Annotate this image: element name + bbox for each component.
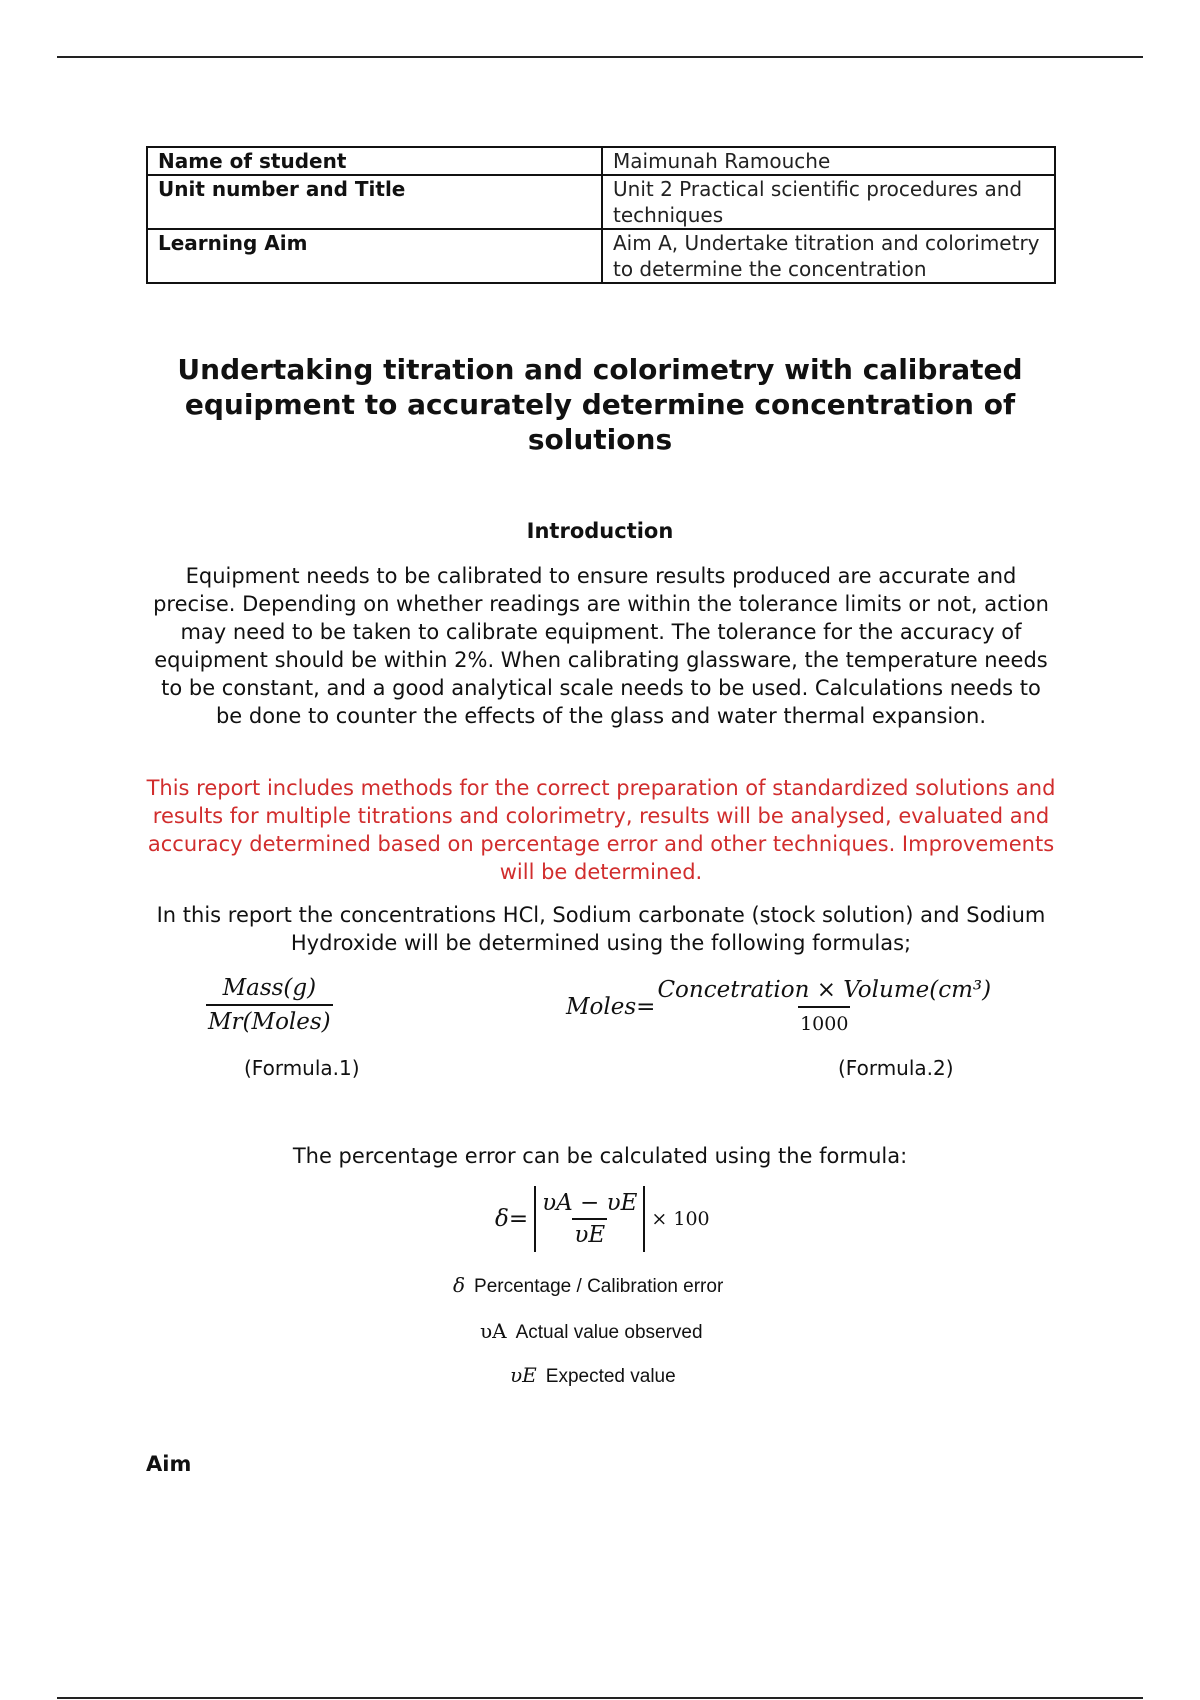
student-name-value: Maimunah Ramouche xyxy=(602,147,1055,175)
bottom-rule xyxy=(57,1697,1143,1699)
formula-2-numerator: Concetration × Volume(cm³) xyxy=(657,977,992,1003)
formula-1-numerator: Mass(g) xyxy=(222,975,317,1001)
table-row xyxy=(147,229,1055,283)
page-title: Undertaking titration and colorimetry with calibrated equipment to accurately determine concentration of solutions xyxy=(177,353,1023,456)
intro-paragraph-formulas: In this report the concentrations HCl, Sodium carbonate (stock solution) and Sodium Hydroxide will be determined using the following formulas; xyxy=(156,903,1046,955)
formula-2-lhs: Moles= xyxy=(566,994,656,1020)
percentage-error-numerator: υA − υE xyxy=(542,1190,638,1216)
top-rule xyxy=(57,56,1143,58)
delta-symbol: δ xyxy=(453,1273,466,1297)
table-row xyxy=(147,175,1055,229)
unit-value: Unit 2 Practical scientific procedures and techniques xyxy=(602,175,1055,229)
unit-label: Unit number and Title xyxy=(147,175,602,229)
legend-text: Expected value xyxy=(545,1366,676,1387)
formula-2 xyxy=(566,974,993,1040)
student-name-label: Name of student xyxy=(147,147,602,175)
aim-heading: Aim xyxy=(146,1452,192,1476)
legend-item xyxy=(453,1273,723,1298)
percentage-error-intro: The percentage error can be calculated using the formula: xyxy=(292,1144,908,1168)
intro-paragraph-calibration: Equipment needs to be calibrated to ensure results produced are accurate and precise. Depending on whether readings are within the tolerance limits or not, action may need to be taken to calibrate equipment. The tolerance for the accuracy of equipment should be within 2%. When calibrating glassware, the temperature needs to be constant, and a good analytical scale needs to be used. Calculations needs to be done to counter the effects of the glass and water thermal expansion. xyxy=(153,564,1049,728)
actual-value-symbol: υA xyxy=(480,1319,507,1343)
formula-1-denominator: Mr(Moles) xyxy=(206,1004,333,1038)
learning-aim-label: Learning Aim xyxy=(147,229,602,283)
intro-paragraph-report-scope: This report includes methods for the correct preparation of standardized solutions and results for multiple titrations and colorimetry, results will be analysed, evaluated and accuracy determined based on percentage error and other techniques. Improvements will be determined. xyxy=(146,776,1056,884)
legend-item xyxy=(510,1363,676,1388)
formula-1-caption: (Formula.1) xyxy=(244,1056,360,1080)
student-info-table xyxy=(146,146,1056,284)
legend-text: Actual value observed xyxy=(515,1322,703,1343)
legend-item xyxy=(480,1319,703,1344)
percentage-error-multiplier: × 100 xyxy=(651,1208,710,1230)
formula-2-caption: (Formula.2) xyxy=(838,1056,954,1080)
absolute-value-bars xyxy=(534,1186,645,1252)
formula-1 xyxy=(206,972,333,1038)
introduction-heading: Introduction xyxy=(526,519,674,543)
expected-value-symbol: υE xyxy=(510,1363,537,1387)
percentage-error-lhs: δ= xyxy=(495,1206,529,1232)
percentage-error-formula xyxy=(495,1186,710,1252)
percentage-error-denominator: υE xyxy=(572,1218,607,1250)
legend-text: Percentage / Calibration error xyxy=(474,1276,724,1297)
table-row xyxy=(147,147,1055,175)
learning-aim-value: Aim A, Undertake titration and colorimetry to determine the concentration xyxy=(602,229,1055,283)
formula-2-denominator: 1000 xyxy=(798,1006,850,1040)
